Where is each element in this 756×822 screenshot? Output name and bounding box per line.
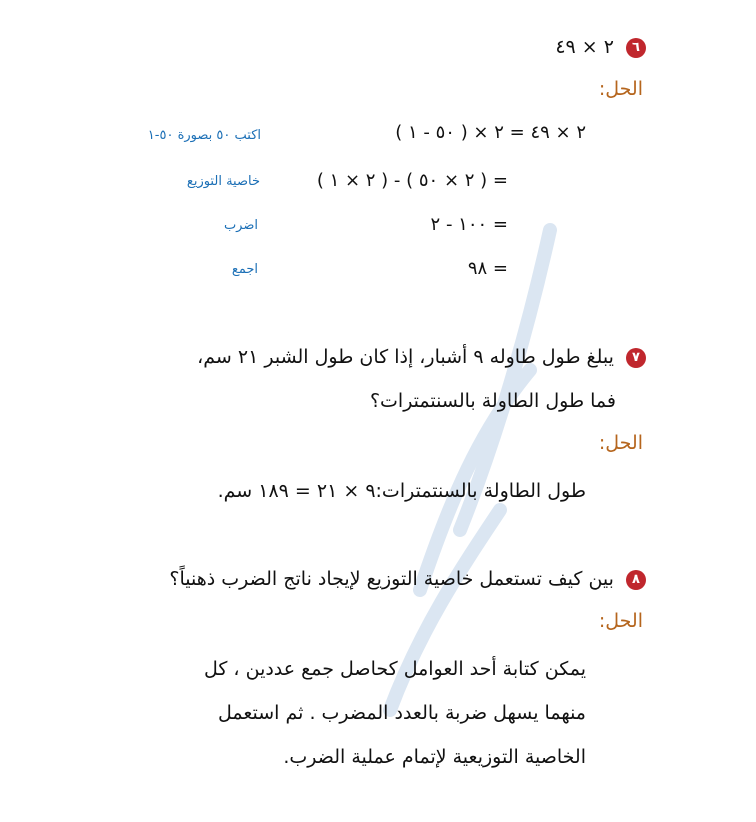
solution-label: الحل: (598, 610, 643, 632)
answer-line: منهما يسهل ضربة بالعدد المضرب . ثم استعمل (217, 702, 586, 724)
equation-step: ٢ × ٤٩ = ٢ × ( ٥٠ - ١ ) (395, 122, 586, 143)
question-text: ٢ × ٤٩ (555, 36, 614, 58)
equation-step: = ( ٢ × ٥٠ ) - ( ٢ × ١ ) (316, 170, 508, 191)
question-number-badge: ٦ (626, 38, 646, 58)
answer-line: الخاصية التوزيعية لإتمام عملية الضرب. (283, 746, 586, 768)
step-note: اكتب ٥٠ بصورة ٥٠-١ (147, 128, 261, 143)
equation-step: = ٩٨ (467, 258, 508, 279)
answer-text: طول الطاولة بالسنتمترات:٩ × ٢١ = ١٨٩ سم. (217, 480, 586, 502)
question-6 (555, 36, 646, 58)
equation-step: = ١٠٠ - ٢ (430, 214, 508, 235)
step-note: خاصية التوزيع (186, 174, 260, 189)
question-7 (197, 346, 646, 368)
step-note: اجمع (231, 262, 258, 277)
answer-line: يمكن كتابة أحد العوامل كحاصل جمع عددين ، كل (203, 658, 586, 680)
question-text: يبلغ طول طاوله ٩ أشبار، إذا كان طول الشبر ٢١ سم، (197, 346, 614, 368)
solution-label: الحل: (598, 78, 643, 100)
question-text: بين كيف تستعمل خاصية التوزيع لإيجاد ناتج الضرب ذهنياً؟ (169, 568, 614, 590)
solution-label: الحل: (598, 432, 643, 454)
question-text-line: فما طول الطاولة بالسنتمترات؟ (369, 390, 616, 412)
watermark (300, 170, 600, 770)
question-number-badge: ٧ (626, 348, 646, 368)
step-note: اضرب (223, 218, 258, 233)
question-number-badge: ٨ (626, 570, 646, 590)
question-8 (169, 568, 646, 590)
